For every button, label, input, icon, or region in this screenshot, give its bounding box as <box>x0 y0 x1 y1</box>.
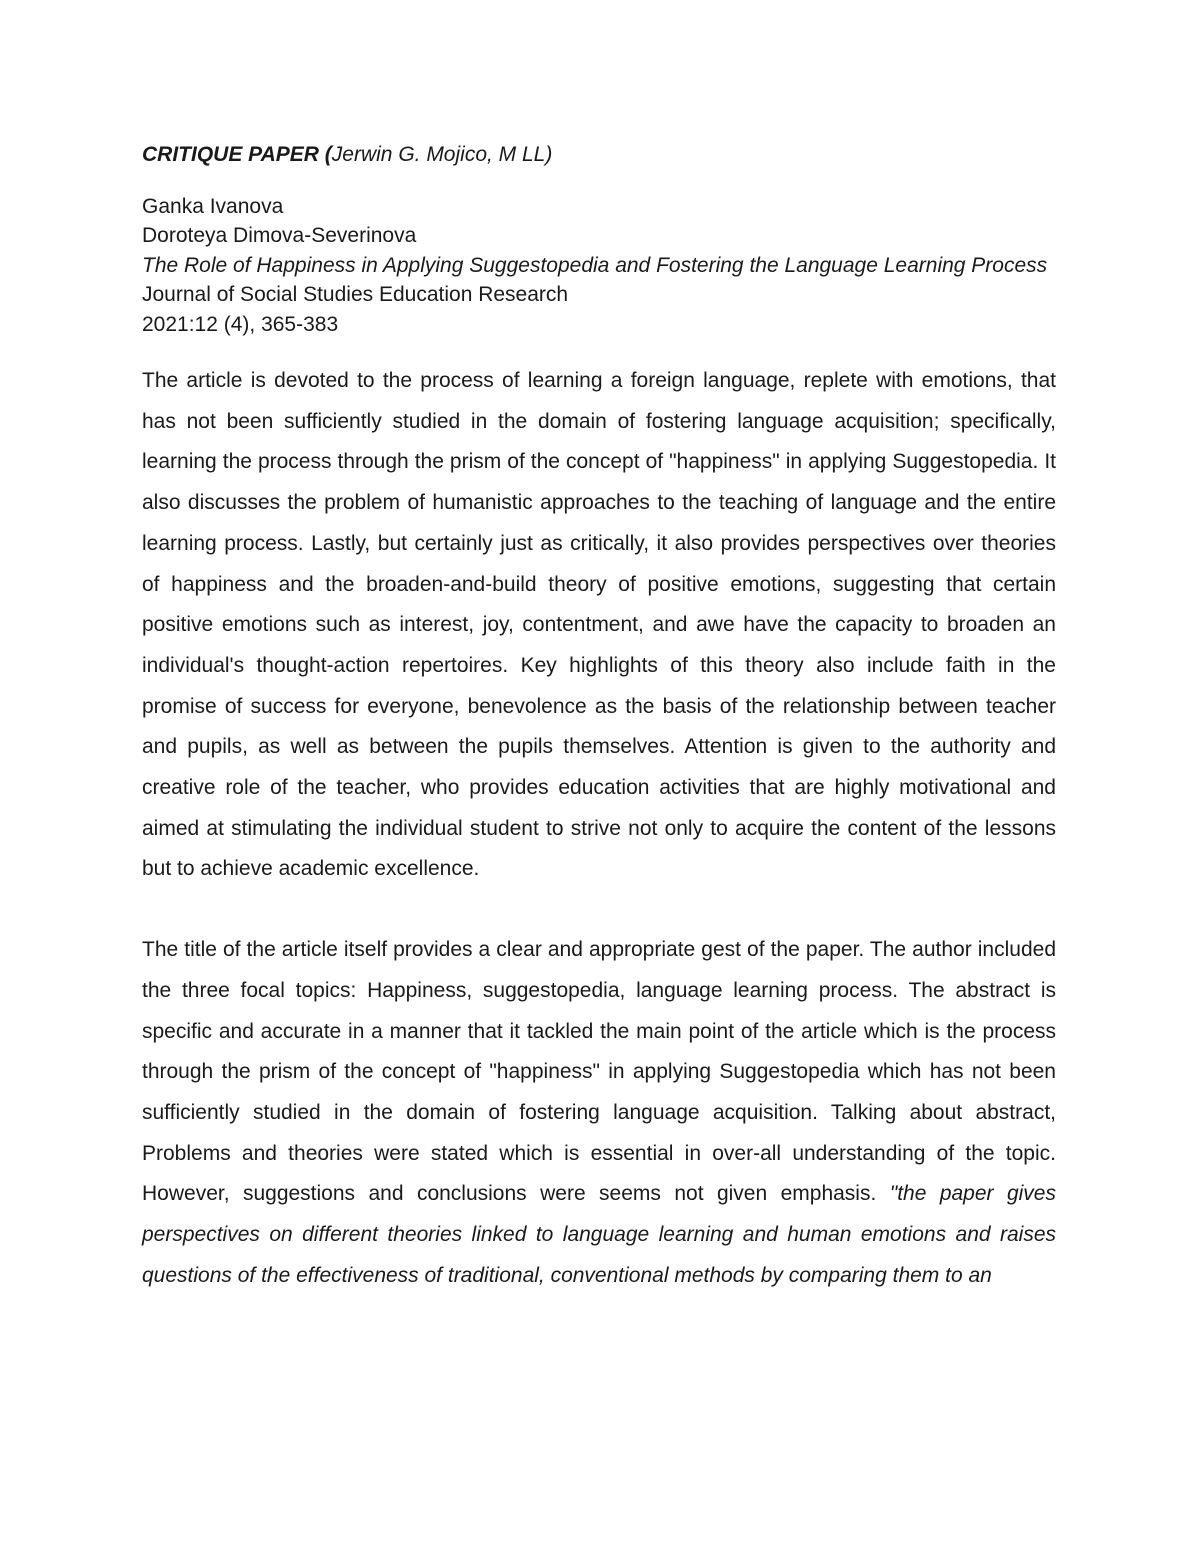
document-heading <box>142 140 1056 169</box>
article-reference <box>142 192 1056 339</box>
article-title: The Role of Happiness in Applying Suggestopedia and Fostering the Language Learning Process <box>142 253 1048 277</box>
paragraph-critique-quote: "the paper gives perspectives on different theories linked to language learning and human emotions and raises questions of the effectiveness of traditional, conventional methods by comparing them to an <box>142 1182 1056 1287</box>
paragraph-critique-text: The title of the article itself provides a clear and appropriate gest of the paper. The author included the three focal topics: Happiness, suggestopedia, language learning process. The abstract is specific and accurate in a manner that it tackled the main point of the article which is the process through the prism of the concept of "happiness" in applying Suggestopedia which has not been sufficiently studied in the domain of fostering language acquisition. Talking about abstract, Problems and theories were stated which is essential in over-all understanding of the topic. However, suggestions and conclusions were seems not given emphasis. <box>142 938 1056 1206</box>
document-page <box>142 140 1056 1297</box>
heading-critic: Jerwin G. Mojico, M LL) <box>331 143 553 166</box>
heading-label: CRITIQUE PAPER ( <box>142 143 332 166</box>
paragraph-critique <box>142 930 1056 1296</box>
paragraph-summary: The article is devoted to the process of learning a foreign language, replete with emotions, that has not been sufficiently studied in the domain of fostering language acquisition; specifically, learning the process through the prism of the concept of "happiness" in applying Suggestopedia. It also discusses the problem of humanistic approaches to the teaching of language and the entire learning process. Lastly, but certainly just as critically, it also provides perspectives over theories of happiness and the broaden-and-build theory of positive emotions, suggesting that certain positive emotions such as interest, joy, contentment, and awe have the capacity to broaden an individual's thought-action repertoires. Key highlights of this theory also include faith in the promise of success for everyone, benevolence as the basis of the relationship between teacher and pupils, as well as between the pupils themselves. Attention is given to the authority and creative role of the teacher, who provides education activities that are highly motivational and aimed at stimulating the individual student to strive not only to acquire the content of the lessons but to achieve academic excellence. <box>142 369 1056 881</box>
author-1: Ganka Ivanova <box>142 195 284 218</box>
citation: 2021:12 (4), 365-383 <box>142 312 339 336</box>
author-2: Doroteya Dimova-Severinova <box>142 224 417 248</box>
journal-name: Journal of Social Studies Education Research <box>142 283 569 307</box>
